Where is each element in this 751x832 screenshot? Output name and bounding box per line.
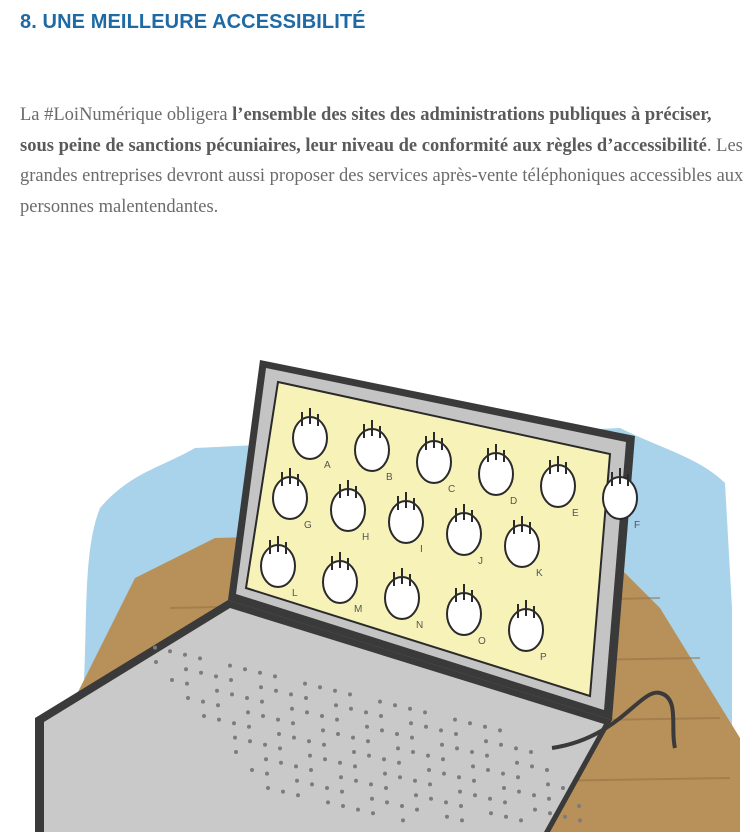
sign-letter-label: D — [510, 496, 518, 507]
accessibility-illustration — [20, 308, 746, 832]
braille-dot — [516, 775, 520, 779]
sign-letter-label: L — [292, 588, 298, 599]
braille-dot — [289, 692, 293, 696]
braille-dot — [291, 721, 295, 725]
braille-dot — [365, 725, 369, 729]
braille-dot — [276, 718, 280, 722]
braille-dot — [281, 790, 285, 794]
sign-letter-label: N — [416, 620, 424, 631]
braille-dot — [472, 779, 476, 783]
braille-dot — [248, 739, 252, 743]
braille-dot — [578, 818, 582, 822]
braille-dot — [504, 815, 508, 819]
braille-dot — [384, 786, 388, 790]
braille-dot — [232, 721, 236, 725]
braille-dot — [547, 797, 551, 801]
braille-dot — [498, 728, 502, 732]
laptop-sign-language-illustration — [20, 308, 746, 832]
braille-dot — [410, 736, 414, 740]
braille-dot — [304, 696, 308, 700]
braille-dot — [154, 660, 158, 664]
braille-dot — [398, 775, 402, 779]
sign-letter-label: G — [304, 520, 312, 531]
braille-dot — [445, 815, 449, 819]
braille-dot — [333, 689, 337, 693]
braille-dot — [335, 718, 339, 722]
sign-letter-label: P — [540, 652, 547, 663]
sign-letter-label: K — [536, 568, 543, 579]
braille-dot — [379, 714, 383, 718]
braille-dot — [424, 725, 428, 729]
paragraph-intro: La #LoiNumérique obligera — [20, 105, 233, 125]
braille-dot — [519, 818, 523, 822]
braille-dot — [484, 739, 488, 743]
braille-dot — [473, 793, 477, 797]
braille-dot — [199, 671, 203, 675]
braille-dot — [440, 743, 444, 747]
braille-dot — [261, 714, 265, 718]
braille-dot — [338, 761, 342, 765]
section-heading: 8. UNE MEILLEURE ACCESSIBILITÉ — [20, 11, 366, 33]
braille-dot — [260, 700, 264, 704]
braille-dot — [353, 764, 357, 768]
braille-dot — [336, 732, 340, 736]
braille-dot — [325, 786, 329, 790]
braille-dot — [322, 743, 326, 747]
braille-dot — [243, 667, 247, 671]
braille-dot — [250, 768, 254, 772]
braille-dot — [427, 768, 431, 772]
braille-dot — [340, 790, 344, 794]
braille-dot — [401, 818, 405, 822]
braille-dot — [369, 782, 373, 786]
braille-dot — [351, 736, 355, 740]
braille-dot — [246, 710, 250, 714]
braille-dot — [349, 707, 353, 711]
braille-dot — [229, 678, 233, 682]
braille-dot — [499, 743, 503, 747]
braille-dot — [153, 646, 157, 650]
braille-dot — [339, 775, 343, 779]
braille-dot — [352, 750, 356, 754]
braille-dot — [380, 728, 384, 732]
braille-dot — [354, 779, 358, 783]
braille-dot — [320, 714, 324, 718]
braille-dot — [202, 714, 206, 718]
braille-dot — [415, 808, 419, 812]
braille-dot — [247, 725, 251, 729]
braille-dot — [356, 808, 360, 812]
braille-dot — [265, 772, 269, 776]
braille-dot — [423, 710, 427, 714]
braille-dot — [185, 682, 189, 686]
sign-letter-label: I — [420, 544, 423, 555]
sign-letter-label: J — [478, 556, 483, 567]
braille-dot — [321, 728, 325, 732]
braille-dot — [168, 649, 172, 653]
braille-dot — [468, 721, 472, 725]
braille-dot — [533, 808, 537, 812]
braille-dot — [460, 818, 464, 822]
braille-dot — [529, 750, 533, 754]
braille-dot — [266, 786, 270, 790]
braille-dot — [409, 721, 413, 725]
braille-dot — [277, 732, 281, 736]
braille-dot — [295, 779, 299, 783]
article-paragraph — [20, 100, 746, 222]
braille-dot — [489, 811, 493, 815]
braille-dot — [294, 764, 298, 768]
braille-dot — [228, 664, 232, 668]
braille-dot — [201, 700, 205, 704]
braille-dot — [263, 743, 267, 747]
braille-dot — [470, 750, 474, 754]
braille-dot — [217, 718, 221, 722]
braille-dot — [216, 703, 220, 707]
sign-letter-label: F — [634, 520, 641, 531]
braille-dot — [234, 750, 238, 754]
braille-dot — [309, 768, 313, 772]
braille-dot — [198, 656, 202, 660]
braille-dot — [303, 682, 307, 686]
braille-dot — [532, 793, 536, 797]
braille-dot — [411, 750, 415, 754]
braille-dot — [485, 754, 489, 758]
paragraph-rest: . Les grandes entreprises devront aussi proposer des services après-vente téléphoniques accessibles aux personnes malentendantes. — [20, 135, 744, 217]
braille-dot — [517, 790, 521, 794]
braille-dot — [408, 707, 412, 711]
braille-dot — [341, 804, 345, 808]
braille-dot — [486, 768, 490, 772]
braille-dot — [577, 804, 581, 808]
braille-dot — [371, 811, 375, 815]
braille-dot — [274, 689, 278, 693]
braille-dot — [334, 703, 338, 707]
braille-dot — [310, 782, 314, 786]
braille-dot — [364, 710, 368, 714]
braille-dot — [378, 700, 382, 704]
sign-letter-label: C — [448, 484, 456, 495]
braille-dot — [184, 667, 188, 671]
braille-dot — [483, 725, 487, 729]
braille-dot — [429, 797, 433, 801]
braille-dot — [515, 761, 519, 765]
braille-dot — [170, 678, 174, 682]
braille-dot — [215, 689, 219, 693]
braille-dot — [186, 696, 190, 700]
braille-dot — [366, 739, 370, 743]
braille-dot — [400, 804, 404, 808]
braille-dot — [488, 797, 492, 801]
braille-dot — [561, 786, 565, 790]
braille-dot — [397, 761, 401, 765]
braille-dot — [395, 732, 399, 736]
sign-letter-label: A — [324, 460, 331, 471]
braille-dot — [441, 757, 445, 761]
braille-dot — [318, 685, 322, 689]
braille-dot — [245, 696, 249, 700]
braille-dot — [459, 804, 463, 808]
braille-dot — [233, 736, 237, 740]
braille-dot — [259, 685, 263, 689]
braille-dot — [348, 692, 352, 696]
braille-dot — [290, 707, 294, 711]
sign-letter-label: M — [354, 604, 363, 615]
braille-dot — [414, 793, 418, 797]
braille-dot — [471, 764, 475, 768]
sign-letter-label: B — [386, 472, 393, 483]
braille-dot — [323, 757, 327, 761]
braille-dot — [413, 779, 417, 783]
sign-letter-label: O — [478, 636, 486, 647]
braille-dot — [292, 736, 296, 740]
braille-dot — [258, 671, 262, 675]
braille-dot — [457, 775, 461, 779]
braille-dot — [563, 815, 567, 819]
braille-dot — [546, 782, 550, 786]
braille-dot — [385, 800, 389, 804]
braille-dot — [367, 754, 371, 758]
braille-dot — [454, 732, 458, 736]
braille-dot — [428, 782, 432, 786]
braille-dot — [455, 746, 459, 750]
braille-dot — [503, 800, 507, 804]
paragraph-emphasis: l’ensemble des sites des administrations publiques à préciser, sous peine de sanctions pécuniaires, leur niveau de conformité aux règles d’accessibilité — [20, 105, 712, 156]
braille-dot — [370, 797, 374, 801]
braille-dot — [273, 674, 277, 678]
braille-dot — [230, 692, 234, 696]
braille-dot — [444, 800, 448, 804]
braille-dot — [264, 757, 268, 761]
braille-dot — [307, 739, 311, 743]
braille-dot — [382, 757, 386, 761]
sign-letter-label: H — [362, 532, 370, 543]
braille-dot — [426, 754, 430, 758]
braille-dot — [453, 718, 457, 722]
braille-dot — [548, 811, 552, 815]
braille-dot — [279, 761, 283, 765]
braille-dot — [458, 790, 462, 794]
braille-dot — [545, 768, 549, 772]
braille-dot — [501, 772, 505, 776]
braille-dot — [305, 710, 309, 714]
braille-dot — [383, 772, 387, 776]
braille-dot — [502, 786, 506, 790]
braille-dot — [296, 793, 300, 797]
braille-dot — [442, 772, 446, 776]
braille-dot — [439, 728, 443, 732]
braille-dot — [396, 746, 400, 750]
braille-dot — [214, 674, 218, 678]
sign-letter-label: E — [572, 508, 579, 519]
braille-dot — [393, 703, 397, 707]
braille-dot — [326, 800, 330, 804]
braille-dot — [278, 746, 282, 750]
braille-dot — [514, 746, 518, 750]
braille-dot — [308, 754, 312, 758]
braille-dot — [183, 653, 187, 657]
braille-dot — [530, 764, 534, 768]
